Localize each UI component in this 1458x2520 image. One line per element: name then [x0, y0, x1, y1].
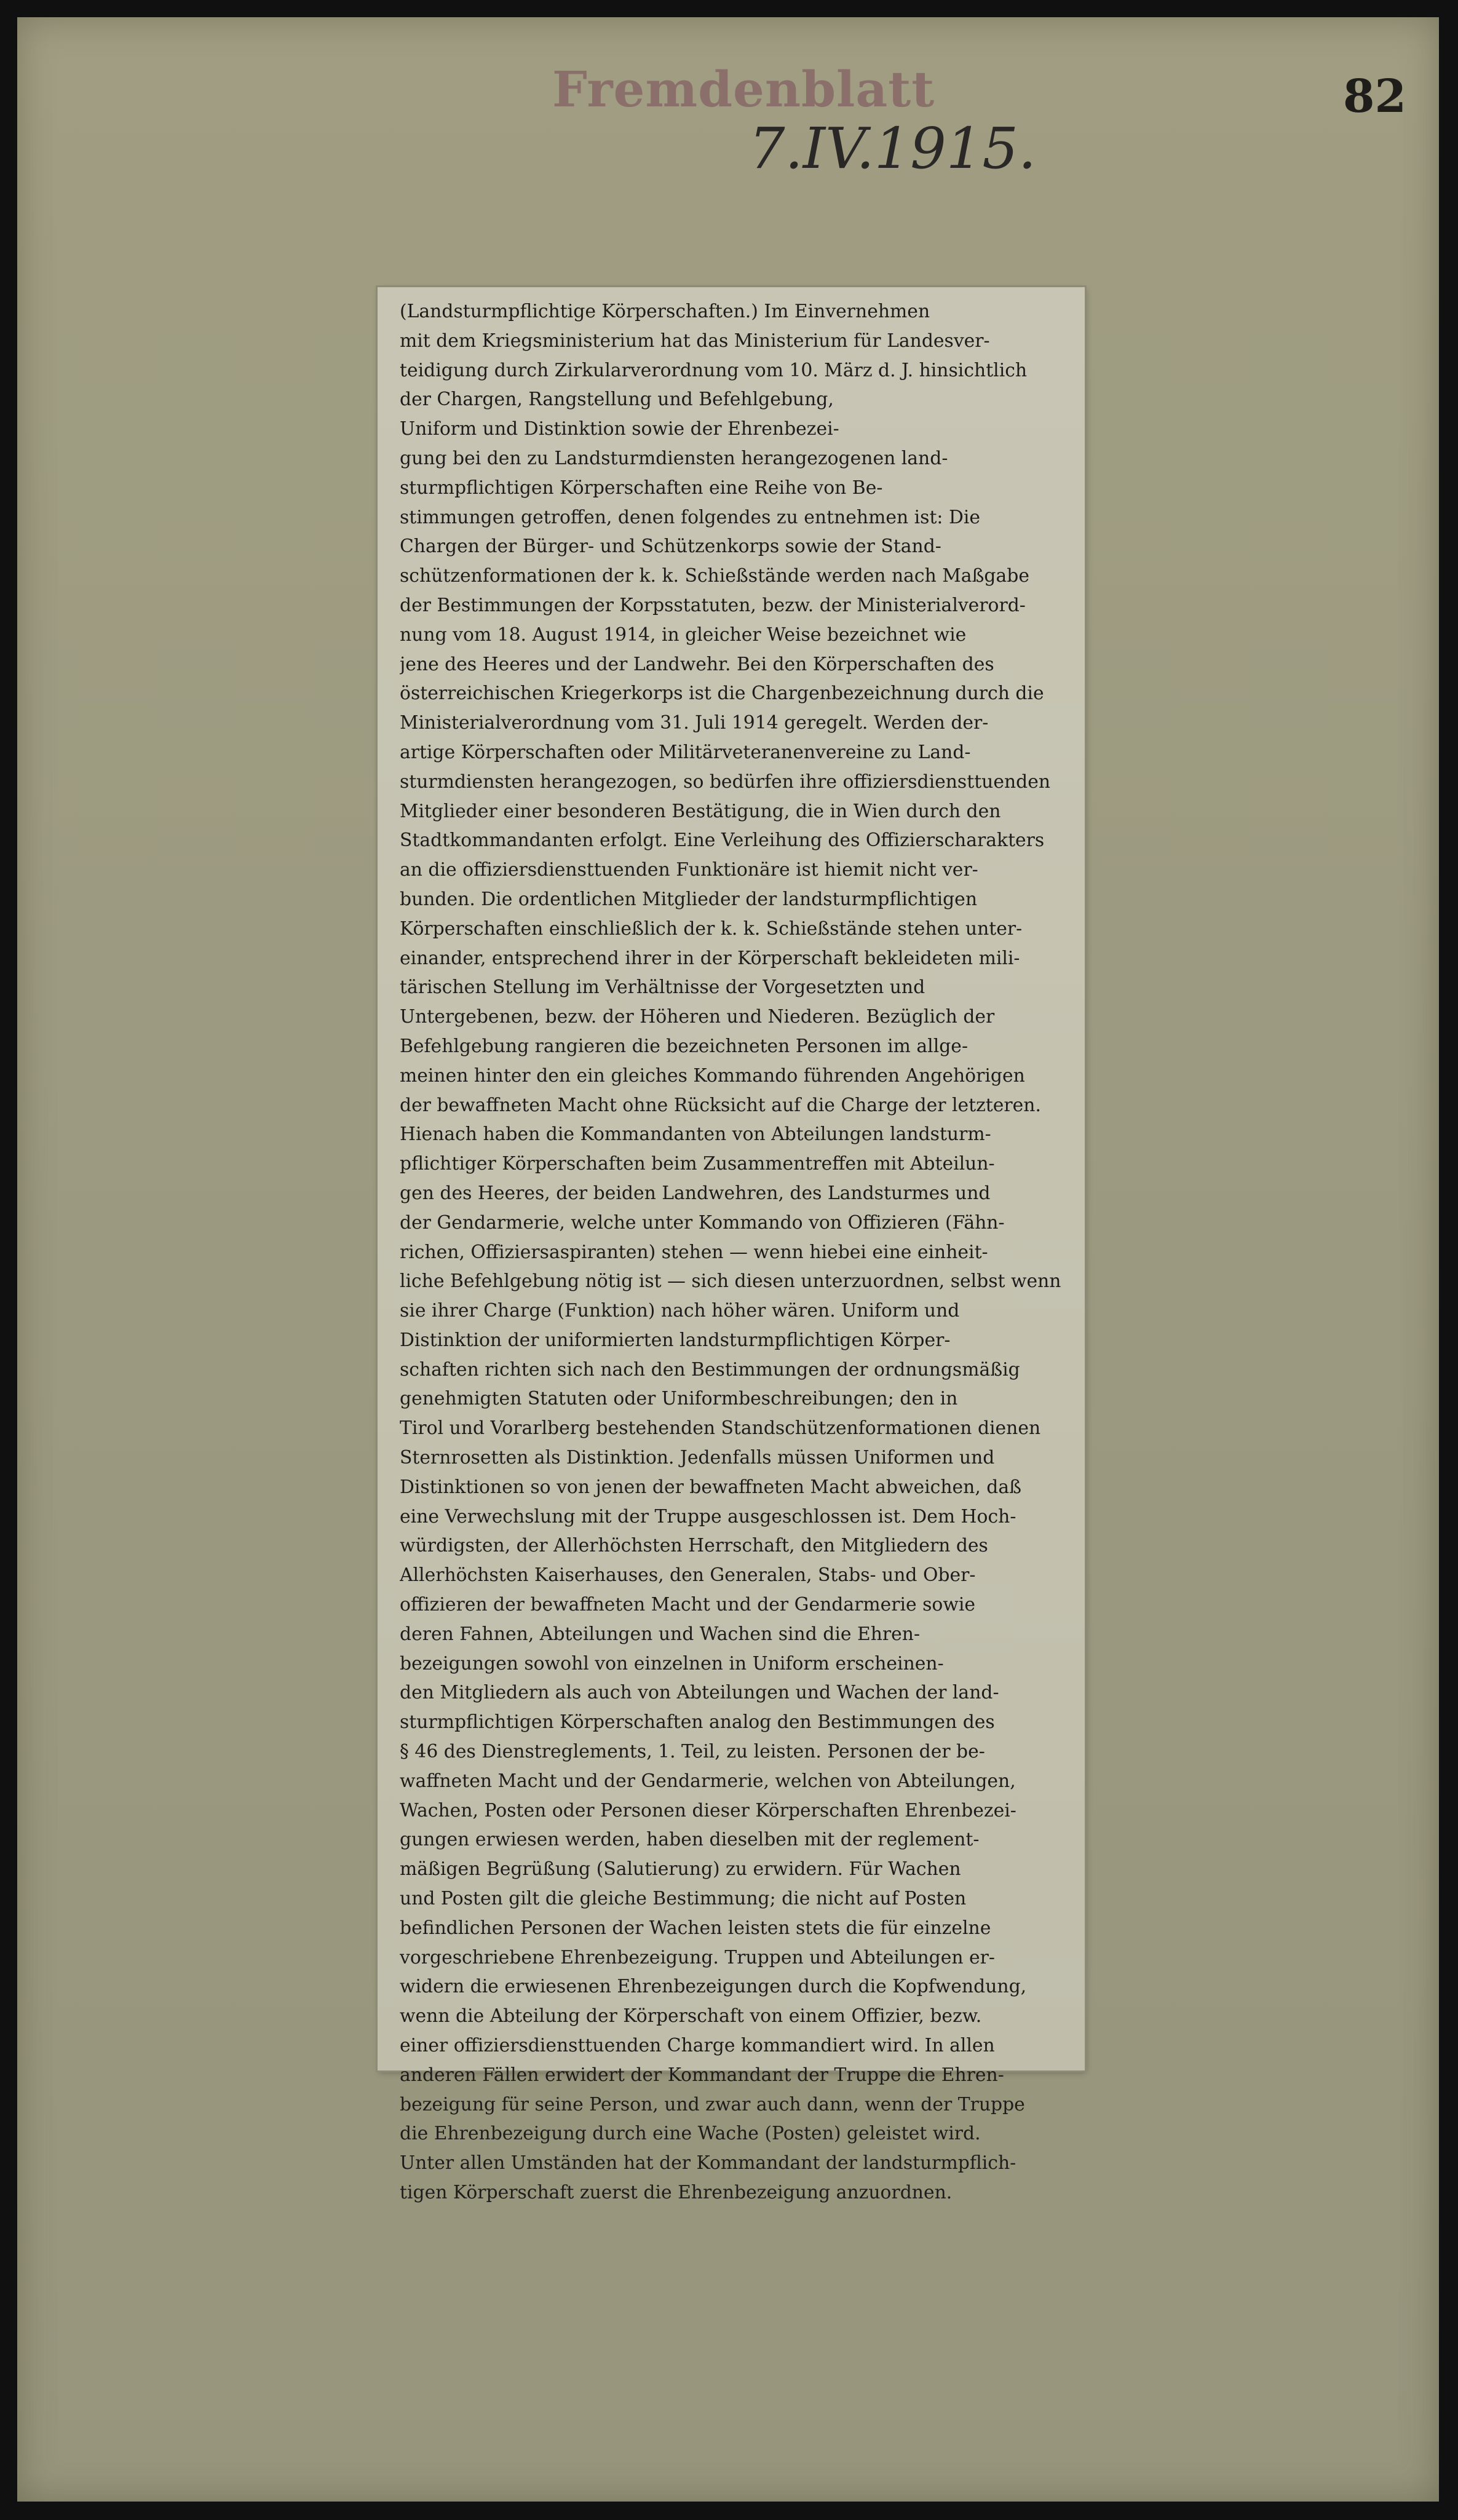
article-line: Uniform und Distinktion sowie der Ehrenbezei-: [400, 418, 839, 440]
article-line: Tirol und Vorarlberg bestehenden Standschützenformationen dienen: [400, 1417, 1041, 1440]
article-line: richen, Offiziersaspiranten) stehen — wenn hiebei eine einheit-: [400, 1241, 988, 1263]
article-line: der Chargen, Rangstellung und Befehlgebung,: [400, 389, 834, 411]
article-line: die Ehrenbezeigung durch eine Wache (Posten) geleistet wird.: [400, 2123, 981, 2145]
article-line: teidigung durch Zirkularverordnung vom 10. März d. J. hinsichtlich: [400, 359, 1028, 381]
article-line: bezeigung für seine Person, und zwar auch dann, wenn der Truppe: [400, 2093, 1025, 2115]
newspaper-name-stamp: Fremdenblatt: [552, 60, 935, 118]
article-line: gen des Heeres, der beiden Landwehren, des Landsturmes und: [400, 1182, 991, 1204]
article-line: mäßigen Begrüßung (Salutierung) zu erwidern. Für Wachen: [400, 1858, 961, 1880]
article-line: Chargen der Bürger- und Schützenkorps sowie der Stand-: [400, 536, 941, 558]
handwritten-date: 7.IV.1915.: [749, 116, 1037, 181]
article-line: an die offiziersdiensttuenden Funktionäre ist hiemit nicht ver-: [400, 859, 978, 881]
article-line: den Mitgliedern als auch von Abteilungen und Wachen der land-: [400, 1682, 999, 1704]
article-line: Hienach haben die Kommandanten von Abteilungen landsturm-: [400, 1123, 991, 1146]
article-line: waffneten Macht und der Gendarmerie, welchen von Abteilungen,: [400, 1770, 1016, 1792]
article-line: Allerhöchsten Kaiserhauses, den Generalen, Stabs- und Ober-: [400, 1564, 976, 1587]
article-line: nung vom 18. August 1914, in gleicher Weise bezeichnet wie: [400, 624, 967, 646]
article-line: widern die erwiesenen Ehrenbezeigungen durch die Kopfwendung,: [400, 1976, 1027, 1998]
article-line: sturmdiensten herangezogen, so bedürfen ihre offiziersdiensttuenden: [400, 771, 1051, 793]
article-line: pflichtiger Körperschaften beim Zusammentreffen mit Abteilun-: [400, 1153, 995, 1175]
article-line: bunden. Die ordentlichen Mitglieder der landsturmpflichtigen: [400, 888, 978, 910]
article-line: schützenformationen der k. k. Schießstände werden nach Maßgabe: [400, 565, 1029, 587]
article-line: der Bestimmungen der Korpsstatuten, bezw. der Ministerialverord-: [400, 594, 1026, 616]
article-line: wenn die Abteilung der Körperschaft von einem Offizier, bezw.: [400, 2005, 982, 2027]
article-line: meinen hinter den ein gleiches Kommando führenden Angehörigen: [400, 1064, 1025, 1087]
article-line: gungen erwiesen werden, haben dieselben mit der reglement-: [400, 1829, 980, 1851]
article-line: einander, entsprechend ihrer in der Körperschaft bekleideten mili-: [400, 947, 1020, 969]
article-line: bezeigungen sowohl von einzelnen in Uniform erscheinen-: [400, 1652, 944, 1674]
article-line: der bewaffneten Macht ohne Rücksicht auf die Charge der letzteren.: [400, 1094, 1041, 1116]
article-line: Unter allen Umständen hat der Kommandant der landsturmpflich-: [400, 2152, 1016, 2174]
article-line: der Gendarmerie, welche unter Kommando von Offizieren (Fähn-: [400, 1211, 1005, 1234]
article-line: genehmigten Statuten oder Uniformbeschreibungen; den in: [400, 1388, 958, 1410]
page-number: 82: [1343, 70, 1406, 123]
article-line: österreichischen Kriegerkorps ist die Chargenbezeichnung durch die: [400, 683, 1044, 705]
article-line: Distinktion der uniformierten landsturmpflichtigen Körper-: [400, 1329, 951, 1351]
article-line: offizieren der bewaffneten Macht und der Gendarmerie sowie: [400, 1594, 976, 1616]
article-line: anderen Fällen erwidert der Kommandant der Truppe die Ehren-: [400, 2064, 1004, 2086]
article-line: würdigsten, der Allerhöchsten Herrschaft, den Mitgliedern des: [400, 1535, 988, 1557]
article-line: Mitglieder einer besonderen Bestätigung, die in Wien durch den: [400, 800, 1001, 822]
newspaper-clipping: [378, 287, 1085, 2203]
article-line: Ministerialverordnung vom 31. Juli 1914 geregelt. Werden der-: [400, 712, 989, 734]
article-line: und Posten gilt die gleiche Bestimmung; die nicht auf Posten: [400, 1888, 967, 1910]
article-line: Körperschaften einschließlich der k. k. Schießstände stehen unter-: [400, 917, 1023, 940]
article-line: schaften richten sich nach den Bestimmungen der ordnungsmäßig: [400, 1358, 1020, 1381]
article-line: gung bei den zu Landsturmdiensten herangezogenen land-: [400, 447, 948, 469]
article-line: Sternrosetten als Distinktion. Jedenfalls müssen Uniformen und: [400, 1447, 995, 1469]
article-line: sturmpflichtigen Körperschaften analog den Bestimmungen des: [400, 1711, 995, 1733]
article-line: Untergebenen, bezw. der Höheren und Niederen. Bezüglich der: [400, 1006, 995, 1028]
article-line: artige Körperschaften oder Militärveteranenvereine zu Land-: [400, 741, 971, 763]
article-line: stimmungen getroffen, denen folgendes zu entnehmen ist: Die: [400, 506, 980, 528]
article-line: mit dem Kriegsministerium hat das Ministerium für Landesver-: [400, 330, 990, 352]
article-line: Wachen, Posten oder Personen dieser Körperschaften Ehrenbezei-: [400, 1799, 1016, 1821]
article-line: sie ihrer Charge (Funktion) nach höher wären. Uniform und: [400, 1300, 960, 1322]
article-line: Distinktionen so von jenen der bewaffneten Macht abweichen, daß: [400, 1476, 1022, 1498]
article-line: jene des Heeres und der Landwehr. Bei den Körperschaften des: [400, 653, 994, 675]
article-line: tärischen Stellung im Verhältnisse der Vorgesetzten und: [400, 977, 925, 999]
article-line: (Landsturmpflichtige Körperschaften.) Im Einvernehmen: [400, 301, 930, 322]
article-line: tigen Körperschaft zuerst die Ehrenbezeigung anzuordnen.: [400, 2182, 953, 2203]
article-line: sturmpflichtigen Körperschaften eine Reihe von Be-: [400, 477, 883, 499]
article-line: eine Verwechslung mit der Truppe ausgeschlossen ist. Dem Hoch-: [400, 1505, 1016, 1527]
article-line: einer offiziersdiensttuenden Charge kommandiert wird. In allen: [400, 2035, 995, 2057]
article-line: Befehlgebung rangieren die bezeichneten Personen im allge-: [400, 1035, 969, 1057]
article-line: liche Befehlgebung nötig ist — sich diesen unterzuordnen, selbst wenn: [400, 1270, 1061, 1293]
article-line: Stadtkommandanten erfolgt. Eine Verleihung des Offizierscharakters: [400, 830, 1045, 852]
article-line: deren Fahnen, Abteilungen und Wachen sind die Ehren-: [400, 1623, 921, 1645]
article-line: § 46 des Dienstreglements, 1. Teil, zu leisten. Personen der be-: [400, 1741, 985, 1763]
article-body: [400, 297, 1063, 2208]
article-line: befindlichen Personen der Wachen leisten stets die für einzelne: [400, 1917, 991, 1939]
article-line: vorgeschriebene Ehrenbezeigung. Truppen und Abteilungen er-: [400, 1946, 995, 1968]
